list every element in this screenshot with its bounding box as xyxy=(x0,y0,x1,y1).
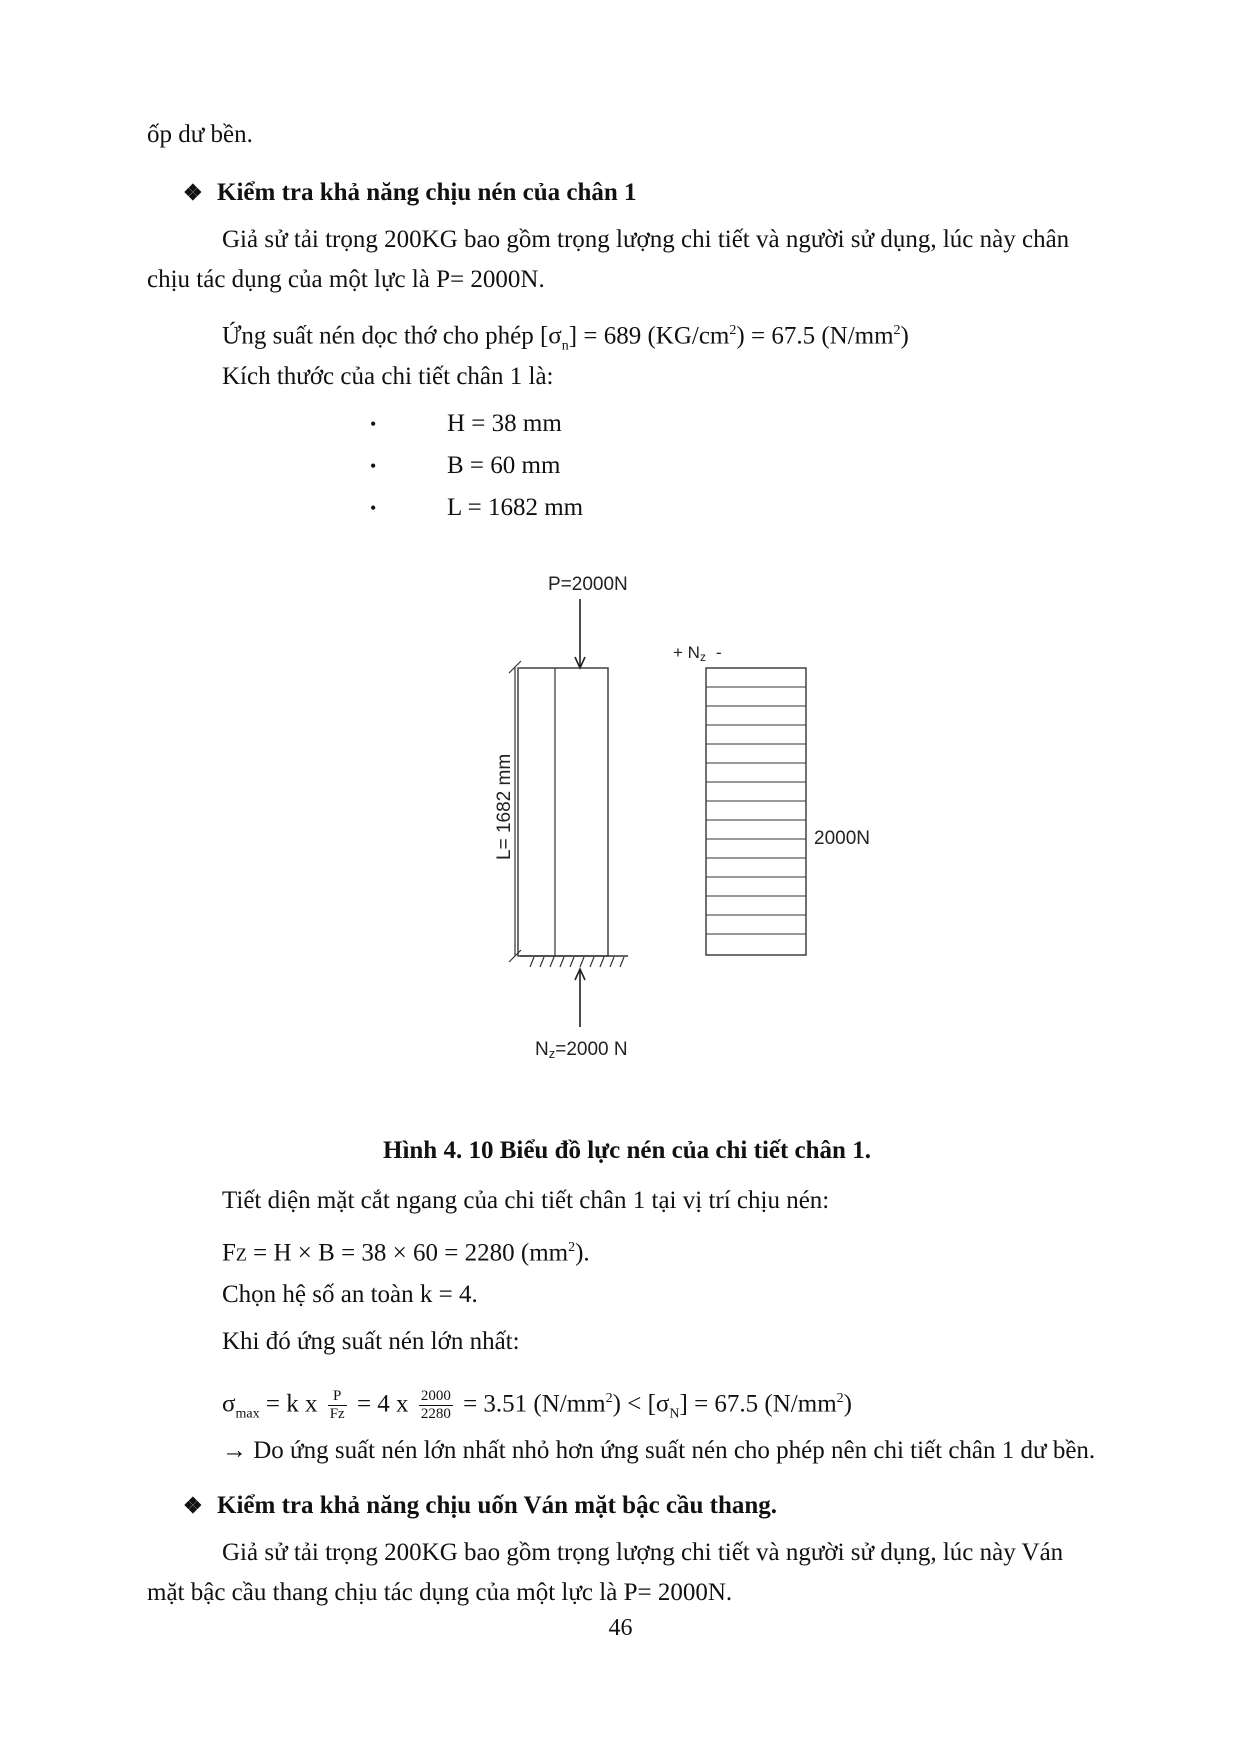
sigma-symbol: σ xyxy=(548,322,562,350)
fraction-numerator: P xyxy=(328,1388,347,1406)
section2-intro-line-1: Giả sử tải trọng 200KG bao gồm trọng lượng chi tiết và người sử dụng, lúc này Ván xyxy=(222,1539,1064,1566)
fraction-denominator: 2280 xyxy=(420,1406,451,1423)
stress-prefix: Ứng suất nén dọc thớ cho phép [ xyxy=(222,322,549,350)
compression-diagram-figure xyxy=(0,555,1241,1075)
superscript: 2 xyxy=(605,1391,613,1406)
dimension-item-h: H = 38 mm xyxy=(447,410,562,437)
bullet-icon: • xyxy=(370,498,377,518)
fz-symbol: F xyxy=(222,1239,236,1267)
max-stress-intro: Khi đó ứng suất nén lớn nhất: xyxy=(222,1328,520,1355)
superscript: 2 xyxy=(568,1240,576,1255)
fraction-values xyxy=(419,1388,453,1423)
fz-end: ). xyxy=(575,1239,590,1267)
section-heading-leg-compression xyxy=(183,177,637,209)
figure-caption: Hình 4. 10 Biểu đồ lực nén của chi tiết chân 1. xyxy=(383,1137,871,1164)
fraction-numerator: 2000 xyxy=(420,1388,451,1405)
paragraph-continuation: ốp dư bền. xyxy=(147,121,253,148)
safety-factor-line: Chọn hệ số an toàn k = 4. xyxy=(222,1281,478,1308)
conclusion-text: Do ứng suất nén lớn nhất nhỏ hơn ứng suất nén cho phép nên chi tiết chân 1 dư bền. xyxy=(247,1437,1096,1464)
fraction-p-over-fz xyxy=(328,1388,347,1423)
axial-force-diagram xyxy=(706,668,806,955)
superscript: 2 xyxy=(893,323,901,338)
stress-mid: ] = 689 (KG/cm xyxy=(568,322,730,350)
diagram-value-label: 2000N xyxy=(814,828,870,849)
section-heading-text: Kiểm tra khả năng chịu uốn Ván mặt bậc cầu thang. xyxy=(217,1492,778,1519)
sigma-symbol: σ xyxy=(222,1390,236,1418)
diagram-hatch-lines xyxy=(706,687,806,934)
sigma-max-subscript: max xyxy=(235,1406,260,1422)
bullet-icon: • xyxy=(370,456,377,476)
section-heading-text: Kiểm tra khả năng chịu nén của chân 1 xyxy=(217,179,637,206)
result-end: ] = 67.5 (N/mm xyxy=(679,1390,837,1418)
fz-formula xyxy=(222,1232,590,1270)
intro-line-2: chịu tác dụng của một lực là P= 2000N. xyxy=(147,266,545,293)
dimension-item-b: B = 60 mm xyxy=(447,452,561,479)
load-label: P=2000N xyxy=(548,574,628,595)
reaction-label: Nz=2000 N xyxy=(535,1039,628,1061)
eq-mid: = 4 x xyxy=(350,1390,415,1418)
dimension-item-l: L = 1682 mm xyxy=(447,494,584,521)
k-part: = k x xyxy=(259,1390,324,1418)
result-prefix: = 3.51 (N/mm xyxy=(456,1390,606,1418)
max-stress-formula xyxy=(222,1379,852,1434)
allowable-stress-line xyxy=(222,315,909,362)
length-label: L= 1682 mm xyxy=(494,753,515,860)
sigma-n-subscript: N xyxy=(669,1406,680,1422)
stress-close: ) xyxy=(900,322,909,350)
calc-section-line: Tiết diện mặt cắt ngang của chi tiết chân 1 tại vị trí chịu nén: xyxy=(222,1187,830,1214)
conclusion-line xyxy=(222,1435,1095,1467)
page-number: 46 xyxy=(608,1615,633,1641)
section2-intro-line-2: mặt bậc cầu thang chịu tác dụng của một lực là P= 2000N. xyxy=(147,1579,733,1606)
dimensions-label: Kích thước của chi tiết chân 1 là: xyxy=(222,363,554,390)
diamond-bullet-icon: ❖ xyxy=(183,180,203,205)
bullet-icon: • xyxy=(370,414,377,434)
diagram-header: + Nz - xyxy=(673,643,722,664)
column-rectangle xyxy=(518,668,608,956)
fz-mid: = H × B = 38 × 60 = 2280 (mm xyxy=(246,1239,569,1267)
fz-subscript: Z xyxy=(235,1244,247,1265)
stress-end: ) = 67.5 (N/mm xyxy=(736,322,894,350)
arrow-right-icon: → xyxy=(222,1437,247,1464)
intro-line-1: Giả sử tải trọng 200KG bao gồm trọng lượng chi tiết và người sử dụng, lúc này chân xyxy=(222,226,1070,253)
sigma-subscript: n xyxy=(561,338,569,354)
result-close: ) xyxy=(843,1390,852,1418)
diamond-bullet-icon: ❖ xyxy=(183,1493,203,1518)
superscript: 2 xyxy=(729,323,737,338)
ground-hatching xyxy=(530,957,624,967)
result-mid: ) < [ xyxy=(612,1390,656,1418)
fraction-denominator: Fz xyxy=(329,1406,345,1423)
superscript: 2 xyxy=(836,1391,844,1406)
section-heading-stair-bending xyxy=(183,1490,777,1522)
sigma-symbol: σ xyxy=(655,1390,670,1418)
